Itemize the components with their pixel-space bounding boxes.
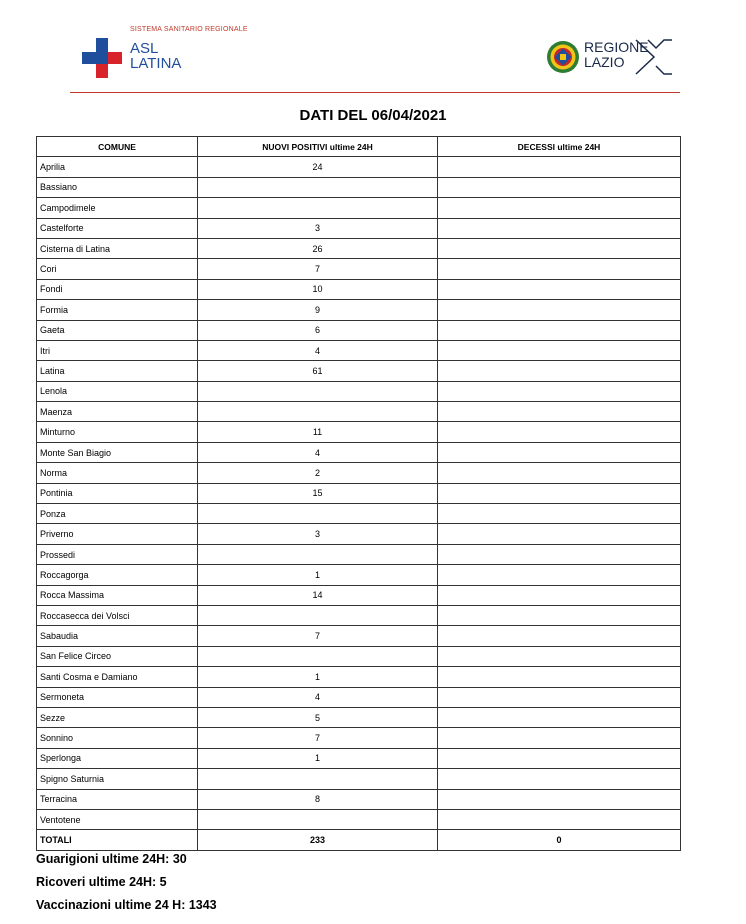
table-row bbox=[37, 707, 681, 727]
positivi-cell bbox=[198, 605, 438, 625]
comune-cell: Itri bbox=[37, 340, 198, 360]
comune-cell: Campodimele bbox=[37, 198, 198, 218]
comune-cell: Cisterna di Latina bbox=[37, 238, 198, 258]
totals-positivi: 233 bbox=[198, 830, 438, 850]
decessi-cell bbox=[438, 442, 681, 462]
header-divider bbox=[70, 92, 680, 93]
positivi-cell bbox=[198, 809, 438, 829]
comune-cell: Santi Cosma e Damiano bbox=[37, 667, 198, 687]
positivi-cell bbox=[198, 544, 438, 564]
comune-cell: Fondi bbox=[37, 279, 198, 299]
table-row bbox=[37, 687, 681, 707]
table-row bbox=[37, 279, 681, 299]
decessi-cell bbox=[438, 626, 681, 646]
positivi-cell bbox=[198, 381, 438, 401]
comune-cell: Latina bbox=[37, 361, 198, 381]
positivi-cell: 10 bbox=[198, 279, 438, 299]
table-row bbox=[37, 809, 681, 829]
decessi-cell bbox=[438, 748, 681, 768]
system-label: SISTEMA SANITARIO REGIONALE bbox=[130, 26, 248, 33]
positivi-cell: 61 bbox=[198, 361, 438, 381]
positivi-cell: 3 bbox=[198, 218, 438, 238]
decessi-cell bbox=[438, 463, 681, 483]
table-row bbox=[37, 198, 681, 218]
lazio-seal-icon bbox=[546, 40, 580, 74]
comune-cell: San Felice Circeo bbox=[37, 646, 198, 666]
decessi-cell bbox=[438, 300, 681, 320]
table-row bbox=[37, 442, 681, 462]
decessi-cell bbox=[438, 667, 681, 687]
positivi-cell: 8 bbox=[198, 789, 438, 809]
comune-cell: Maenza bbox=[37, 402, 198, 422]
positivi-cell: 11 bbox=[198, 422, 438, 442]
region-line1: REGIONE bbox=[584, 39, 649, 55]
column-header-positivi: NUOVI POSITIVI ultime 24H bbox=[198, 137, 438, 157]
table-row bbox=[37, 340, 681, 360]
vaccinazioni-summary: Vaccinazioni ultime 24 H: 1343 bbox=[36, 898, 217, 912]
decessi-cell bbox=[438, 504, 681, 524]
lazio-chevron-icon bbox=[634, 38, 674, 76]
positivi-cell bbox=[198, 402, 438, 422]
comune-cell: Ponza bbox=[37, 504, 198, 524]
table-body bbox=[37, 157, 681, 850]
decessi-cell bbox=[438, 483, 681, 503]
comune-cell: Ventotene bbox=[37, 809, 198, 829]
comune-cell: Sezze bbox=[37, 707, 198, 727]
totals-decessi: 0 bbox=[438, 830, 681, 850]
positivi-cell bbox=[198, 198, 438, 218]
decessi-cell bbox=[438, 198, 681, 218]
positivi-cell bbox=[198, 646, 438, 666]
table-row bbox=[37, 259, 681, 279]
table-row bbox=[37, 157, 681, 177]
decessi-cell bbox=[438, 707, 681, 727]
asl-latina-logo bbox=[82, 24, 282, 80]
comune-cell: Terracina bbox=[37, 789, 198, 809]
positivi-cell: 7 bbox=[198, 259, 438, 279]
table-row bbox=[37, 381, 681, 401]
decessi-cell bbox=[438, 402, 681, 422]
decessi-cell bbox=[438, 361, 681, 381]
decessi-cell bbox=[438, 789, 681, 809]
table-row bbox=[37, 667, 681, 687]
positivi-cell: 5 bbox=[198, 707, 438, 727]
positivi-cell: 6 bbox=[198, 320, 438, 340]
positivi-cell: 26 bbox=[198, 238, 438, 258]
positivi-cell: 14 bbox=[198, 585, 438, 605]
decessi-cell bbox=[438, 238, 681, 258]
asl-cross-icon bbox=[82, 38, 122, 78]
decessi-cell bbox=[438, 279, 681, 299]
positivi-cell: 1 bbox=[198, 748, 438, 768]
positivi-cell: 3 bbox=[198, 524, 438, 544]
totals-row bbox=[37, 830, 681, 850]
table-row bbox=[37, 504, 681, 524]
decessi-cell bbox=[438, 177, 681, 197]
table-header-row bbox=[37, 137, 681, 157]
table-row bbox=[37, 463, 681, 483]
decessi-cell bbox=[438, 687, 681, 707]
table-row bbox=[37, 748, 681, 768]
comune-cell: Lenola bbox=[37, 381, 198, 401]
comune-cell: Gaeta bbox=[37, 320, 198, 340]
decessi-cell bbox=[438, 218, 681, 238]
ricoveri-summary: Ricoveri ultime 24H: 5 bbox=[36, 875, 167, 889]
positivi-cell bbox=[198, 177, 438, 197]
table-row bbox=[37, 728, 681, 748]
positivi-cell: 1 bbox=[198, 667, 438, 687]
comune-cell: Priverno bbox=[37, 524, 198, 544]
cases-table bbox=[36, 136, 681, 851]
comune-cell: Castelforte bbox=[37, 218, 198, 238]
comune-cell: Sabaudia bbox=[37, 626, 198, 646]
decessi-cell bbox=[438, 524, 681, 544]
table-row bbox=[37, 544, 681, 564]
comune-cell: Norma bbox=[37, 463, 198, 483]
decessi-cell bbox=[438, 340, 681, 360]
decessi-cell bbox=[438, 769, 681, 789]
table-row bbox=[37, 320, 681, 340]
totals-label: TOTALI bbox=[37, 830, 198, 850]
table-row bbox=[37, 238, 681, 258]
decessi-cell bbox=[438, 809, 681, 829]
table-row bbox=[37, 626, 681, 646]
asl-line2: LATINA bbox=[130, 55, 182, 72]
decessi-cell bbox=[438, 422, 681, 442]
comune-cell: Roccagorga bbox=[37, 565, 198, 585]
table-row bbox=[37, 300, 681, 320]
asl-line1: ASL bbox=[130, 40, 159, 57]
table-row bbox=[37, 361, 681, 381]
comune-cell: Pontinia bbox=[37, 483, 198, 503]
positivi-cell: 1 bbox=[198, 565, 438, 585]
region-line2: LAZIO bbox=[584, 54, 625, 70]
positivi-cell: 24 bbox=[198, 157, 438, 177]
decessi-cell bbox=[438, 728, 681, 748]
table-row bbox=[37, 524, 681, 544]
positivi-cell bbox=[198, 769, 438, 789]
positivi-cell: 4 bbox=[198, 442, 438, 462]
comune-cell: Spigno Saturnia bbox=[37, 769, 198, 789]
table-row bbox=[37, 585, 681, 605]
comune-cell: Bassiano bbox=[37, 177, 198, 197]
table-row bbox=[37, 402, 681, 422]
decessi-cell bbox=[438, 605, 681, 625]
column-header-decessi: DECESSI ultime 24H bbox=[438, 137, 681, 157]
positivi-cell: 9 bbox=[198, 300, 438, 320]
page-title: DATI DEL 06/04/2021 bbox=[299, 107, 447, 124]
table-row bbox=[37, 565, 681, 585]
decessi-cell bbox=[438, 320, 681, 340]
table-row bbox=[37, 218, 681, 238]
decessi-cell bbox=[438, 157, 681, 177]
comune-cell: Prossedi bbox=[37, 544, 198, 564]
comune-cell: Formia bbox=[37, 300, 198, 320]
positivi-cell: 4 bbox=[198, 340, 438, 360]
decessi-cell bbox=[438, 565, 681, 585]
table-row bbox=[37, 422, 681, 442]
decessi-cell bbox=[438, 381, 681, 401]
comune-cell: Sermoneta bbox=[37, 687, 198, 707]
decessi-cell bbox=[438, 646, 681, 666]
table-row bbox=[37, 646, 681, 666]
comune-cell: Cori bbox=[37, 259, 198, 279]
positivi-cell: 7 bbox=[198, 626, 438, 646]
comune-cell: Aprilia bbox=[37, 157, 198, 177]
regione-lazio-logo bbox=[546, 38, 676, 78]
comune-cell: Rocca Massima bbox=[37, 585, 198, 605]
comune-cell: Monte San Biagio bbox=[37, 442, 198, 462]
column-header-comune: COMUNE bbox=[37, 137, 198, 157]
decessi-cell bbox=[438, 259, 681, 279]
positivi-cell: 2 bbox=[198, 463, 438, 483]
table-row bbox=[37, 177, 681, 197]
comune-cell: Sperlonga bbox=[37, 748, 198, 768]
comune-cell: Minturno bbox=[37, 422, 198, 442]
positivi-cell bbox=[198, 504, 438, 524]
asl-name bbox=[130, 41, 181, 71]
positivi-cell: 7 bbox=[198, 728, 438, 748]
decessi-cell bbox=[438, 585, 681, 605]
positivi-cell: 4 bbox=[198, 687, 438, 707]
table-row bbox=[37, 769, 681, 789]
positivi-cell: 15 bbox=[198, 483, 438, 503]
comune-cell: Roccasecca dei Volsci bbox=[37, 605, 198, 625]
table-row bbox=[37, 605, 681, 625]
table-row bbox=[37, 789, 681, 809]
decessi-cell bbox=[438, 544, 681, 564]
guarigioni-summary: Guarigioni ultime 24H: 30 bbox=[36, 852, 187, 866]
comune-cell: Sonnino bbox=[37, 728, 198, 748]
table-row bbox=[37, 483, 681, 503]
